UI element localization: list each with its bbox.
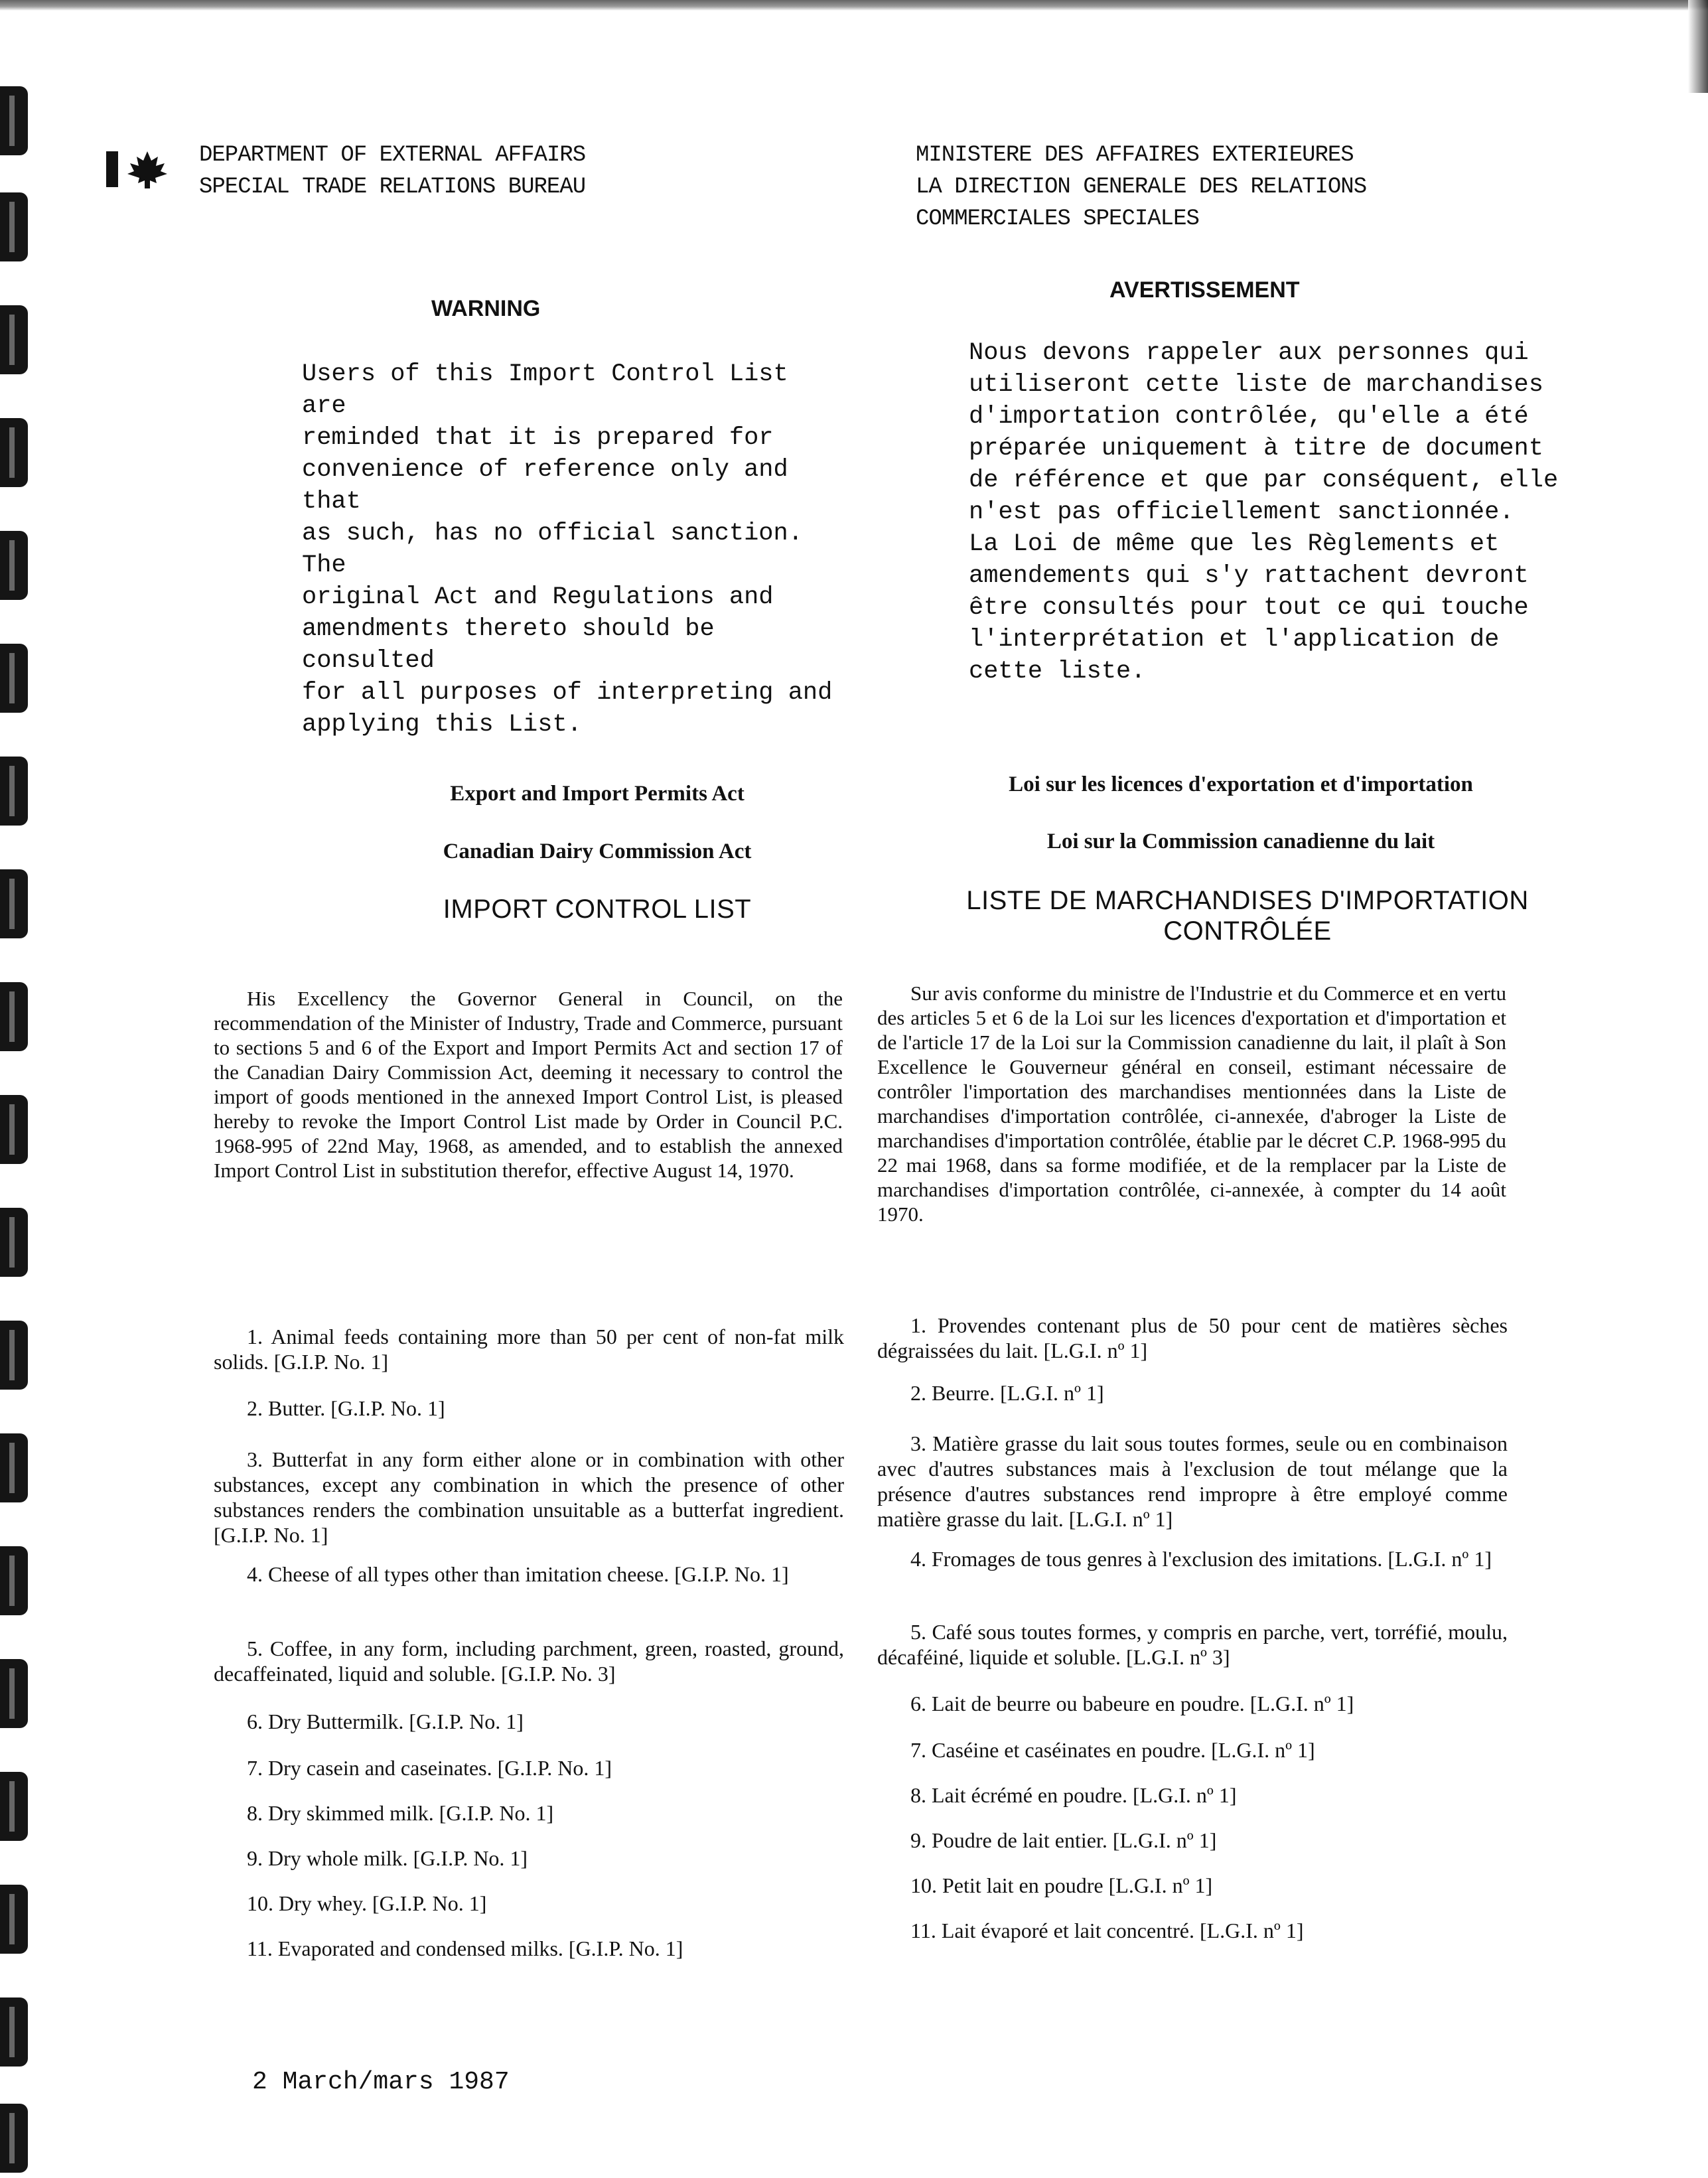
act-name-fr-2: Loi sur la Commission canadienne du lait xyxy=(1046,830,1435,853)
list-item: 4. Fromages de tous genres à l'exclusion des imitations. [L.G.I. nº 1] xyxy=(910,1547,1492,1571)
department-line: DEPARTMENT OF EXTERNAL AFFAIRS xyxy=(199,143,586,168)
list-item: 1. Provendes contenant plus de 50 pour cent de matières sèches dégraissées du lait. [L.G.I. nº 1] xyxy=(877,1313,1508,1362)
scan-edge-top xyxy=(0,0,1708,11)
list-item: 11. Evaporated and condensed milks. [G.I.P. No. 1] xyxy=(247,1936,683,1960)
list-item: 7. Dry casein and caseinates. [G.I.P. No. 1] xyxy=(247,1756,612,1780)
list-item: 5. Café sous toutes formes, y compris en parche, vert, torréfié, moulu, décaféiné, liquide et soluble. [L.G.I. nº 3] xyxy=(877,1620,1508,1669)
page-title-fr xyxy=(902,885,1593,946)
binding-ring xyxy=(0,869,28,938)
binding-ring xyxy=(0,531,28,600)
warning-title-en: WARNING xyxy=(431,296,541,321)
list-item: 11. Lait évaporé et lait concentré. [L.G.I. nº 1] xyxy=(910,1919,1304,1942)
scan-edge-right xyxy=(1688,0,1708,93)
intro-paragraph-en xyxy=(214,986,843,1183)
ministry-line: MINISTERE DES AFFAIRES EXTERIEURES xyxy=(916,143,1354,168)
direction-line: LA DIRECTION GENERALE DES RELATIONS xyxy=(916,175,1367,200)
list-item: 2. Beurre. [L.G.I. nº 1] xyxy=(910,1381,1104,1405)
list-item: 10. Dry whey. [G.I.P. No. 1] xyxy=(247,1891,487,1915)
binding-ring xyxy=(0,1997,28,2067)
list-item: 2. Butter. [G.I.P. No. 1] xyxy=(247,1396,445,1420)
list-item: 7. Caséine et caséinates en poudre. [L.G.I. nº 1] xyxy=(910,1738,1315,1762)
binding-rings xyxy=(0,80,40,2178)
intro-text-fr: Sur avis conforme du ministre de l'Industrie et du Commerce et en vertu des articles 5 et 6 de la Loi sur les licences d'exportation et d'importation et de l'article 17 de la Loi sur la Commission canadienne du lait, il plaît à Son Excellence le Gouverneur général en conseil, estimant nécessaire de contrôler l'importation des marchandises mentionnées dans la Liste de marchandises d'importation contrôlée, ci-annexée, d'abroger la Liste de marchandises d'importation contrôlée, établie par le décret C.P. 1968-995 du 22 mai 1968, dans sa forme modifiée, et de la remplacer par la Liste de marchandises d'importation contrôlée, ci-annexée, à compter du 14 août 1970. xyxy=(877,981,1506,1226)
list-item: 5. Coffee, in any form, including parchment, green, roasted, ground, decaffeinated, liquid and soluble. [G.I.P. No. 3] xyxy=(214,1636,844,1686)
list-item: 9. Poudre de lait entier. [L.G.I. nº 1] xyxy=(910,1828,1217,1852)
list-item: 6. Lait de beurre ou babeure en poudre. [L.G.I. nº 1] xyxy=(910,1692,1354,1715)
page-title-fr-line-2: CONTRÔLÉE xyxy=(1163,916,1332,946)
warning-text-fr: Nous devons rappeler aux personnes qui utiliseront cette liste de marchandises d'importation contrôlée, qu'elle a été préparée uniquement à titre de document de référence et que par conséquent, elle n'est pas officiellement sanctionnée. La Loi de même que les Règlements et amendements qui s'y rattachent devront être consultés pour tout ce qui touche l'interprétation et l'application de cette liste. xyxy=(969,339,1559,686)
list-item: 3. Matière grasse du lait sous toutes formes, seule ou en combinaison avec d'autres substances mais à l'exclusion de tout mélange que la présence d'autres substances rend impropre à être employé comme matière grasse du lait. [L.G.I. nº 1] xyxy=(877,1431,1508,1531)
binding-ring xyxy=(0,1546,28,1615)
warning-text-en: Users of this Import Control List are reminded that it is prepared for convenience of reference only and that as such, has no official sanction. The original Act and Regulations and amendments thereto should be consulted for all purposes of interpreting and applying this List. xyxy=(302,360,833,739)
binding-ring xyxy=(0,1321,28,1390)
department-header-fr xyxy=(916,139,1366,235)
binding-ring xyxy=(0,1659,28,1728)
list-item: 3. Butterfat in any form either alone or in combination with other substances, except any combination in which the presence of other substances renders the combination unsuitable as a butterfat ingredient. [G.I.P. No. 1] xyxy=(214,1447,844,1547)
list-item: 9. Dry whole milk. [G.I.P. No. 1] xyxy=(247,1846,528,1870)
act-name-en-1: Export and Import Permits Act xyxy=(450,782,745,806)
binding-ring xyxy=(0,1885,28,1954)
binding-ring xyxy=(0,644,28,713)
page-title-en: IMPORT CONTROL LIST xyxy=(443,895,752,924)
list-item: 6. Dry Buttermilk. [G.I.P. No. 1] xyxy=(247,1709,524,1733)
binding-ring xyxy=(0,192,28,261)
binding-ring xyxy=(0,1208,28,1277)
direction-line-2: COMMERCIALES SPECIALES xyxy=(916,206,1199,232)
binding-ring xyxy=(0,1772,28,1841)
intro-text-en: His Excellency the Governor General in Council, on the recommendation of the Minister of Industry, Trade and Commerce, pursuant to sections 5 and 6 of the Export and Import Permits Act and section 17 of the Canadian Dairy Commission Act, deeming it necessary to control the import of goods mentioned in the annexed Import Control List, is pleased hereby to revoke the Import Control List made by Order in Council P.C. 1968-995 of 22nd May, 1968, as amended, and to establish the annexed Import Control List in substitution therefor, effective August 14, 1970. xyxy=(214,987,843,1182)
binding-ring xyxy=(0,1433,28,1502)
intro-paragraph-fr xyxy=(877,981,1506,1226)
government-emblem-icon xyxy=(106,146,179,192)
warning-title-fr: AVERTISSEMENT xyxy=(1109,277,1300,303)
binding-ring xyxy=(0,86,28,155)
page-title-fr-line-1: LISTE DE MARCHANDISES D'IMPORTATION xyxy=(966,886,1529,915)
binding-ring xyxy=(0,2104,28,2173)
department-header-en xyxy=(199,139,585,203)
act-name-fr-1: Loi sur les licences d'exportation et d'importation xyxy=(1009,772,1473,796)
list-item: 1. Animal feeds containing more than 50 per cent of non-fat milk solids. [G.I.P. No. 1] xyxy=(214,1325,844,1374)
binding-ring xyxy=(0,757,28,826)
act-name-en-2: Canadian Dairy Commission Act xyxy=(443,839,752,863)
binding-ring xyxy=(0,418,28,487)
list-item: 4. Cheese of all types other than imitation cheese. [G.I.P. No. 1] xyxy=(247,1562,789,1586)
list-item: 8. Dry skimmed milk. [G.I.P. No. 1] xyxy=(247,1801,554,1825)
footer-date: 2 March/mars 1987 xyxy=(252,2068,510,2096)
binding-ring xyxy=(0,1095,28,1164)
list-item: 8. Lait écrémé en poudre. [L.G.I. nº 1] xyxy=(910,1783,1237,1807)
list-item: 10. Petit lait en poudre [L.G.I. nº 1] xyxy=(910,1873,1213,1897)
binding-ring xyxy=(0,305,28,374)
binding-ring xyxy=(0,982,28,1051)
bureau-line: SPECIAL TRADE RELATIONS BUREAU xyxy=(199,175,586,200)
